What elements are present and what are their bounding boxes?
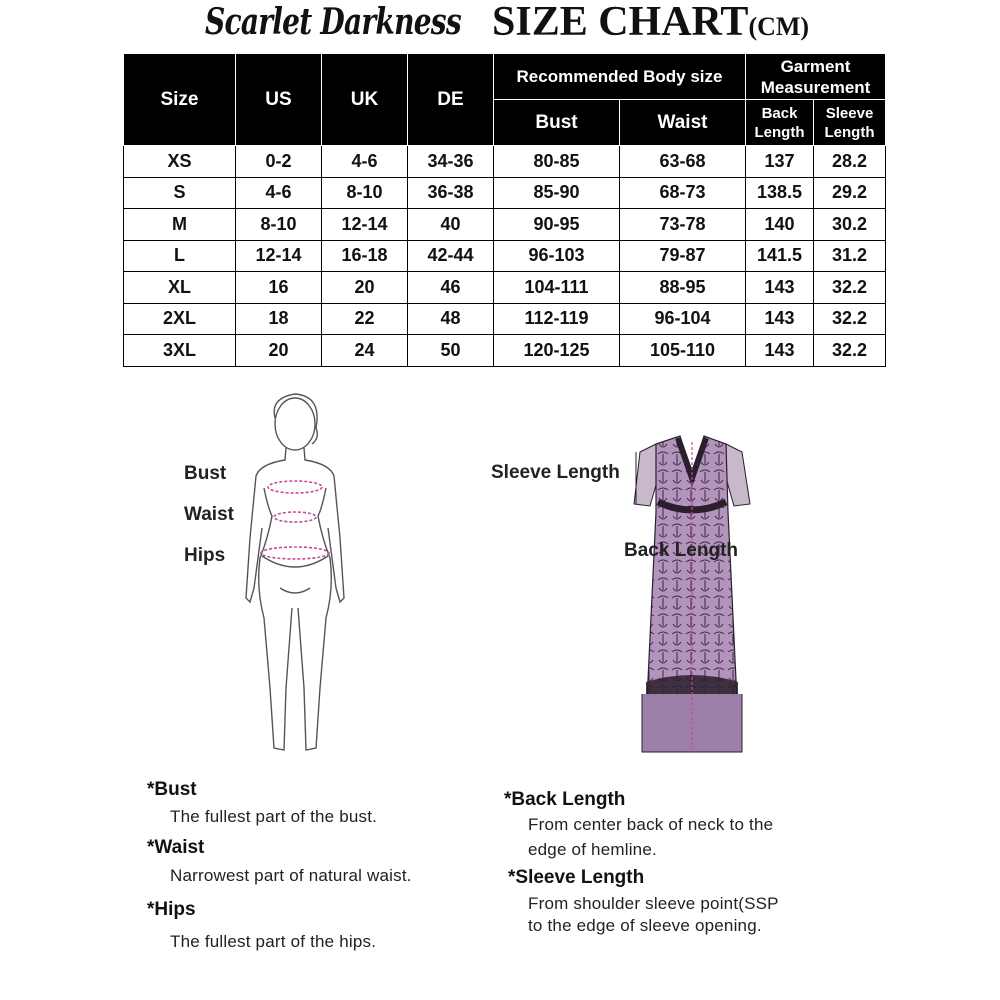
def-back-length-heading: *Back Length: [504, 789, 626, 810]
cell-de: 34-36: [408, 146, 494, 178]
cell-waist: 63-68: [620, 146, 746, 178]
cell-us: 4-6: [236, 177, 322, 209]
cell-de: 48: [408, 303, 494, 335]
cell-sleeve-length: 32.2: [814, 272, 886, 304]
def-waist-text: Narrowest part of natural waist.: [170, 866, 412, 885]
def-sleeve-length-text-2: to the edge of sleeve opening.: [528, 916, 762, 935]
label-bust: Bust: [184, 463, 227, 484]
header-sleeve-length: Sleeve Length: [814, 100, 886, 146]
cell-uk: 20: [322, 272, 408, 304]
page-title: [492, 0, 809, 44]
table-row: [124, 209, 886, 241]
cell-bust: 80-85: [494, 146, 620, 178]
title-text: SIZE CHART: [492, 0, 749, 45]
label-hips: Hips: [184, 545, 226, 566]
table-row: [124, 240, 886, 272]
def-waist-heading: *Waist: [147, 837, 205, 858]
cell-uk: 12-14: [322, 209, 408, 241]
def-hips-text: The fullest part of the hips.: [170, 932, 377, 951]
cell-sleeve-length: 30.2: [814, 209, 886, 241]
cell-bust: 90-95: [494, 209, 620, 241]
size-table: [123, 53, 886, 367]
cell-bust: 104-111: [494, 272, 620, 304]
cell-de: 42-44: [408, 240, 494, 272]
cell-sleeve-length: 29.2: [814, 177, 886, 209]
cell-us: 18: [236, 303, 322, 335]
label-back-length: Back Length: [624, 540, 739, 561]
def-sleeve-length-text-1: From shoulder sleeve point(SSP: [528, 894, 779, 913]
cell-bust: 112-119: [494, 303, 620, 335]
cell-sleeve-length: 28.2: [814, 146, 886, 178]
cell-bust: 96-103: [494, 240, 620, 272]
cell-bust: 85-90: [494, 177, 620, 209]
cell-sleeve-length: 32.2: [814, 335, 886, 367]
cell-waist: 73-78: [620, 209, 746, 241]
table-row: [124, 303, 886, 335]
cell-waist: 79-87: [620, 240, 746, 272]
header-size: Size: [124, 54, 236, 146]
header-uk: UK: [322, 54, 408, 146]
header-us: US: [236, 54, 322, 146]
cell-waist: 68-73: [620, 177, 746, 209]
cell-us: 16: [236, 272, 322, 304]
cell-bust: 120-125: [494, 335, 620, 367]
cell-de: 50: [408, 335, 494, 367]
cell-size: L: [124, 240, 236, 272]
header-de: DE: [408, 54, 494, 146]
cell-size: M: [124, 209, 236, 241]
table-row: [124, 335, 886, 367]
cell-size: 3XL: [124, 335, 236, 367]
cell-uk: 22: [322, 303, 408, 335]
header-waist: Waist: [620, 100, 746, 146]
table-row: [124, 177, 886, 209]
cell-sleeve-length: 31.2: [814, 240, 886, 272]
cell-back-length: 138.5: [746, 177, 814, 209]
header-garment: Garment Measurement: [746, 54, 886, 100]
cell-back-length: 140: [746, 209, 814, 241]
cell-us: 8-10: [236, 209, 322, 241]
cell-size: XS: [124, 146, 236, 178]
cell-size: XL: [124, 272, 236, 304]
cell-uk: 16-18: [322, 240, 408, 272]
def-back-length-text-2: edge of hemline.: [528, 840, 657, 859]
cell-waist: 88-95: [620, 272, 746, 304]
cell-back-length: 137: [746, 146, 814, 178]
cell-de: 46: [408, 272, 494, 304]
cell-us: 12-14: [236, 240, 322, 272]
body-figure: [240, 388, 350, 760]
label-sleeve-length: Sleeve Length: [491, 462, 620, 483]
table-row: [124, 146, 886, 178]
header-back-length: Back Length: [746, 100, 814, 146]
def-bust-heading: *Bust: [147, 779, 197, 800]
cell-back-length: 141.5: [746, 240, 814, 272]
cell-waist: 105-110: [620, 335, 746, 367]
cell-de: 40: [408, 209, 494, 241]
cell-sleeve-length: 32.2: [814, 303, 886, 335]
header-recommended: Recommended Body size: [494, 54, 746, 100]
label-waist: Waist: [184, 504, 234, 525]
cell-us: 0-2: [236, 146, 322, 178]
dress-figure: [628, 432, 758, 762]
cell-back-length: 143: [746, 335, 814, 367]
def-bust-text: The fullest part of the bust.: [170, 807, 378, 826]
title-unit: (CM): [748, 12, 810, 41]
cell-uk: 8-10: [322, 177, 408, 209]
header-bust: Bust: [494, 100, 620, 146]
def-back-length-text-1: From center back of neck to the: [528, 815, 774, 834]
def-hips-heading: *Hips: [147, 899, 196, 920]
cell-de: 36-38: [408, 177, 494, 209]
cell-uk: 4-6: [322, 146, 408, 178]
cell-back-length: 143: [746, 303, 814, 335]
brand-logo: Scarlet Darkness: [205, 1, 461, 43]
cell-size: S: [124, 177, 236, 209]
cell-back-length: 143: [746, 272, 814, 304]
table-body: [124, 146, 886, 367]
table-row: [124, 272, 886, 304]
cell-waist: 96-104: [620, 303, 746, 335]
def-sleeve-length-heading: *Sleeve Length: [508, 867, 645, 888]
cell-size: 2XL: [124, 303, 236, 335]
cell-us: 20: [236, 335, 322, 367]
cell-uk: 24: [322, 335, 408, 367]
